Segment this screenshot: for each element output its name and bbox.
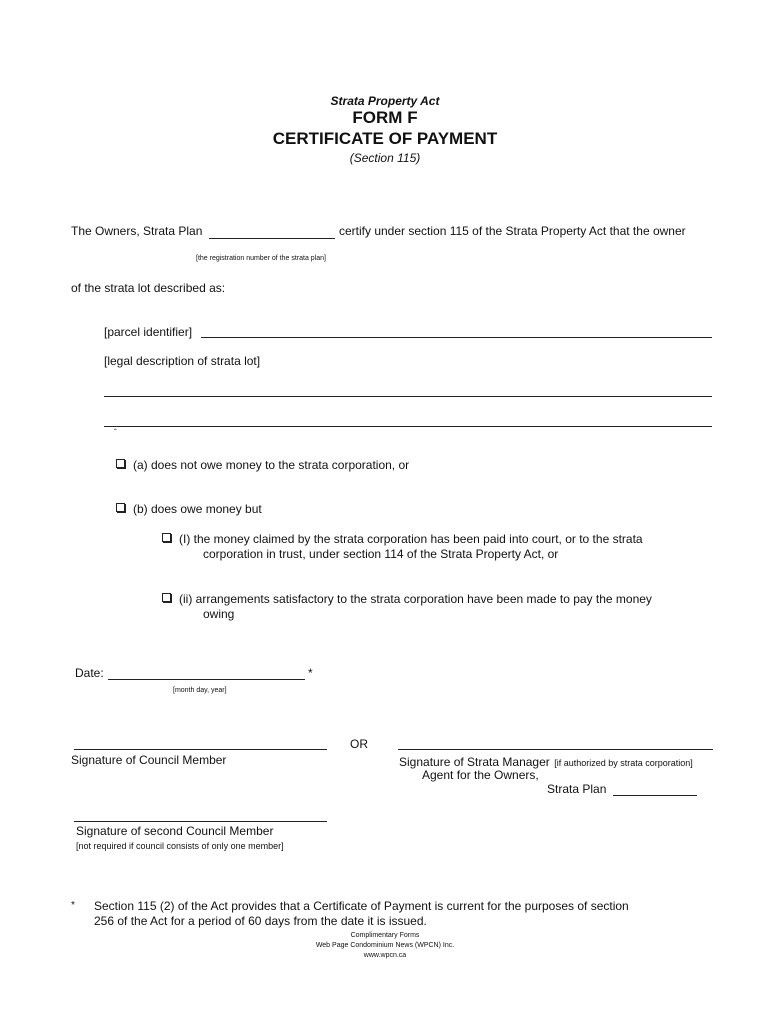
section-reference: (Section 115) [349,151,421,165]
date-asterisk: * [308,666,313,680]
second-council-member-signature-field[interactable] [74,821,327,822]
legal-description-field-line-2[interactable] [104,426,712,427]
option-b-i-label: (I) the money claimed by the strata corporation has been paid into court, or to the strata [179,532,643,546]
option-a-label: (a) does not owe money to the strata corporation, or [133,458,410,472]
date-field[interactable] [108,679,305,680]
footnote-line-2: 256 of the Act for a period of 60 days from the date it is issued. [94,914,427,928]
agent-for-owners: Agent for the Owners, [422,768,539,782]
footnote-line-1: Section 115 (2) of the Act provides that a Certificate of Payment is current for the purposes of section [94,899,629,913]
legal-description-label: [legal description of strata lot] [104,354,261,368]
act-title: Strata Property Act [330,94,440,108]
parcel-identifier-field[interactable] [201,337,712,338]
footer-complimentary: Complimentary Forms [350,932,420,939]
option-b[interactable] [116,502,262,516]
strata-plan-number-field[interactable] [209,238,335,239]
manager-strata-plan-field[interactable] [613,795,697,796]
page-title: CERTIFICATE OF PAYMENT [272,129,498,148]
footer-website: www.wpcn.ca [363,952,407,959]
form-label: FORM F [352,108,418,127]
checkbox-a[interactable] [116,459,125,468]
checkbox-b[interactable] [116,503,125,512]
option-b-ii-label-continued: owing [203,607,235,621]
checkbox-b-i[interactable] [162,533,171,542]
parcel-identifier-label: [parcel identifier] [104,325,193,339]
checkbox-b-ii[interactable] [162,593,171,602]
stray-mark: ˆ [114,428,117,437]
option-b-label: (b) does owe money but [133,502,262,516]
strata-plan-hint: [the registration number of the strata plan] [196,255,326,262]
strata-manager-label: Signature of Strata Manager [399,755,550,769]
second-council-member-label: Signature of second Council Member [76,824,274,838]
footer-publisher: Web Page Condominium News (WPCN) Inc. [315,942,455,949]
option-b-i-label-continued: corporation in trust, under section 114 of the Strata Property Act, or [203,547,559,561]
option-b-ii[interactable] [162,592,652,606]
footnote-mark: * [71,900,75,911]
council-member-signature-field[interactable] [74,749,327,750]
second-council-member-hint: [not required if council consists of only one member] [76,841,284,851]
strata-manager-signature-field[interactable] [398,749,713,750]
council-member-signature-label: Signature of Council Member [71,753,227,767]
legal-description-field-line-1[interactable] [104,396,712,397]
or-separator: OR [350,737,368,751]
owners-prefix: The Owners, Strata Plan [71,224,203,238]
option-b-i[interactable] [162,532,643,546]
date-hint: [month day, year] [173,687,227,694]
strata-manager-hint: [if authorized by strata corporation] [554,758,693,768]
option-b-ii-label: (ii) arrangements satisfactory to the strata corporation have been made to pay the money [179,592,652,606]
certify-text: certify under section 115 of the Strata Property Act that the owner [339,224,686,238]
date-label: Date: [75,666,104,680]
option-a[interactable] [116,458,409,472]
strata-plan-label: Strata Plan [547,782,607,796]
strata-lot-intro: of the strata lot described as: [71,281,226,295]
